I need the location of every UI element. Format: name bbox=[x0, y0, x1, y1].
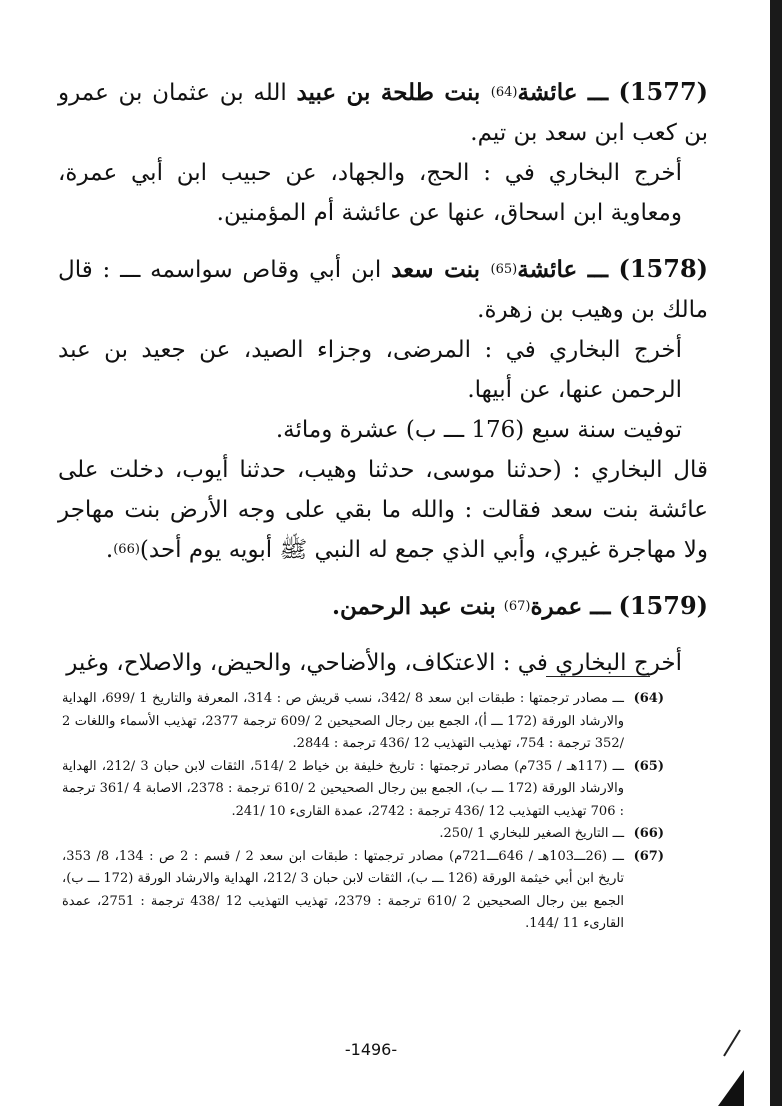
entry-1578-death: توفيت سنة سبع (176 ـــ ب) عشرة ومائة. bbox=[275, 417, 682, 443]
entry-lineage-rest: ابن أبي وقاص سواسمه ـــ : قال مالك بن وهيب بن زهرة. bbox=[58, 257, 708, 323]
page-number: -1496- bbox=[344, 1040, 398, 1059]
entry-1579-heading: (1579) ـــ عمرة$^{(67)}$ بنت عبد الرحمن. bbox=[331, 591, 708, 620]
entry-name: عمرة bbox=[530, 593, 583, 620]
footnote bbox=[62, 688, 664, 756]
footnotes bbox=[62, 688, 664, 936]
entry-1578-quote: قال البخاري : (حدثنا موسى، حدثنا وهيب، حدثنا أيوب، دخلت على عائشة بنت سعد فقالت : والله ما بقي على وجه الأرض بنت مهاجر ولا مهاجرة غيري، وأبي الذي جمع له النبي ﷺ أبويه يوم أحد)$^{(66)}$. bbox=[58, 457, 708, 563]
entry-number: (1579) bbox=[618, 591, 708, 620]
footnote bbox=[62, 756, 664, 824]
entry-lineage-rest: الله بن عثمان بن عمرو بن كعب ابن سعد بن تيم. bbox=[58, 80, 708, 146]
main-text bbox=[58, 72, 708, 683]
entry-lineage: بنت سعد bbox=[391, 256, 491, 283]
footnote bbox=[62, 846, 664, 936]
footnote-ref: (66) bbox=[113, 542, 140, 557]
entry-name: عائشة bbox=[517, 79, 578, 106]
footnote-ref: (67) bbox=[503, 599, 531, 614]
footnote-ref: (64) bbox=[490, 85, 518, 100]
entry-1578-heading: (1578) ـــ عائشة$^{(65)}$ بنت سعد ابن أبي وقاص سواسمه ـــ : قال مالك بن وهيب بن زهرة. bbox=[58, 254, 708, 323]
footnote-text: ـــ التاريخ الصغير للبخاري 1 /250. bbox=[439, 826, 624, 841]
scan-mark-triangle bbox=[716, 1070, 744, 1106]
entry-number: (1577) bbox=[618, 77, 709, 106]
entry-1577-heading: (1577) ـــ عائشة$^{(64)}$ بنت طلحة بن عبيد الله بن عثمان بن عمرو بن كعب ابن سعد بن تيم. bbox=[58, 77, 709, 146]
footnote-text: ـــ (26ـــ103هـ / 646ـــ721م) مصادر ترجمتها : طبقات ابن سعد 2 / قسم : 2 ص : 134، 8/ 353، تاريخ ابن أبي خيثمة الورقة (126 ـــ ب)، الثقات لابن حبان 3 /212، الهداية والارشاد الورقة (172 ـــ ب)، الجمع بين رجال الصحيحين 2 /610 ترجمة : 2379، تهذيب التهذيب 12 /438 ترجمة : 2751، عمدة القارىء 11 /144. bbox=[62, 848, 625, 931]
scan-mark-slash bbox=[720, 1028, 744, 1058]
entry-name: عائشة bbox=[517, 256, 578, 283]
footnote-text: ـــ (117هـ / 735م) مصادر ترجمتها : تاريخ خليفة بن خياط 2 /514، الثقات لابن حبان 3 /212، الهداية والارشاد الورقة (172 ـــ ب)، الجمع بين رجال الصحيحين 2 /610 ترجمة : 2378، الاصابة 4 /361 ترجمة : 706 تهذيب التهذيب 12 /436 ترجمة : 2742، عمدة القارىء 10 /241. bbox=[62, 758, 625, 819]
scan-edge-shadow bbox=[770, 0, 782, 1106]
entry-1578-body: أخرج البخاري في : المرضى، وجزاء الصيد، عن جعيد بن عبد الرحمن عنها، عن أبيها. bbox=[58, 337, 682, 403]
footnote-number: (64) bbox=[633, 691, 664, 706]
entry-number: (1578) bbox=[618, 254, 708, 283]
entry-lineage: بنت عبد الرحمن. bbox=[331, 593, 504, 620]
entry-lineage: بنت طلحة بن عبيد bbox=[296, 79, 491, 106]
entry-1577-body: أخرج البخاري في : الحج، والجهاد، عن حبيب ابن أبي عمرة، ومعاوية ابن اسحاق، عنها عن عائشة أم المؤمنين. bbox=[58, 160, 682, 226]
footnote-text: ـــ مصادر ترجمتها : طبقات ابن سعد 8 /342، نسب قريش ص : 314، المعرفة والتاريخ 1 /699، الهداية والارشاد الورقة (172 ـــ أ)، الجمع بين رجال الصحيحين 2 /609 ترجمة 2377، تهذيب الأسماء واللغات 2 /352 ترجمة : 754، تهذيب التهذيب 12 /436 ترجمة : 2844. bbox=[62, 691, 624, 751]
footnote-separator bbox=[546, 676, 650, 677]
footnote bbox=[62, 823, 664, 846]
entry-1579-body: أخرج البخاري في : الاعتكاف، والأضاحي، والحيض، والاصلاح، وغير bbox=[66, 650, 682, 676]
footnote-number: (65) bbox=[633, 758, 664, 774]
footnote-ref: (65) bbox=[490, 262, 518, 277]
footnote-number: (67) bbox=[633, 848, 664, 864]
footnote-number: (66) bbox=[633, 826, 664, 841]
